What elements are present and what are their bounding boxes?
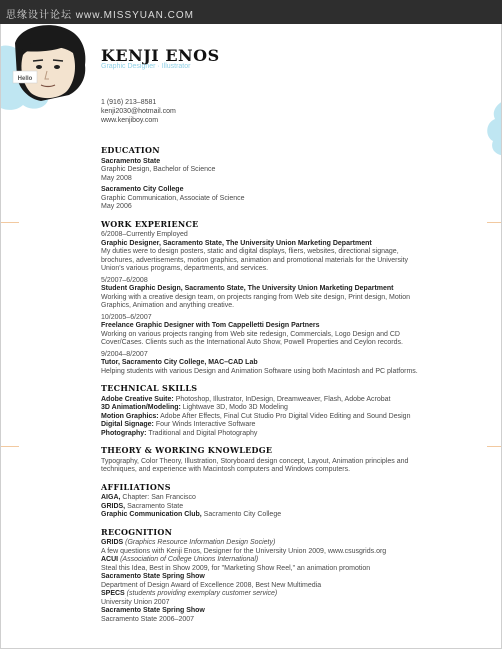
skill-value: Adobe After Effects, Final Cut Studio Pro Digital Video Editing and Sound Design [158, 412, 411, 420]
skill-label: Adobe Creative Suite: [101, 395, 174, 403]
experience-item [101, 231, 431, 274]
affiliation-value: Chapter: San Francisco [120, 494, 196, 501]
award-label: Sacramento State Spring Show [101, 573, 205, 580]
website-link[interactable]: www.kenjiboy.com [101, 117, 159, 124]
section-heading: THEORY & WORKING KNOWLEDGE [101, 445, 273, 455]
experience-section [101, 220, 431, 377]
margin-tick [1, 222, 19, 223]
degree-field: Graphic Communication, Associate of Science [101, 194, 245, 202]
education-item [101, 158, 431, 184]
job-role: Freelance Graphic Designer with Tom Cappelletti Design Partners [101, 322, 320, 329]
skill-label: 3D Animation/Modeling: [101, 404, 181, 411]
job-description: My duties were to design posters, static and digital displays, fliers, websites, directional signage, brochures, advertisements, motion graphics, animation and promotional materials for the University Union's various programs, departments, and services. [101, 248, 408, 272]
award-description: A few questions with Kenji Enos, Designer for the University Union 2009, www.csusgrids.org [101, 547, 387, 555]
skills-section [101, 384, 431, 438]
skill-row [101, 430, 431, 439]
skill-row [101, 396, 431, 405]
award-note: (Association of College Unions International) [118, 556, 259, 563]
section-heading: TECHNICAL SKILLS [101, 383, 198, 393]
degree-date: May 2008 [101, 174, 132, 182]
margin-tick [1, 446, 19, 447]
job-subtitle: Graphic Designer · Illustrator [101, 63, 191, 70]
award-note: (students providing exemplary customer service) [124, 590, 278, 597]
affiliations-section [101, 483, 431, 520]
skill-value: Traditional and Digital Photography [146, 429, 258, 437]
margin-tick [487, 222, 501, 223]
job-description: Working on various projects ranging from Web site redesign, Commercials, Logo Design and CD Cover/Cases. Clients such as the International Auto Show, Powell Properties and Ceylon records. [101, 330, 403, 346]
avatar-illustration [1, 21, 93, 107]
experience-item [101, 314, 431, 348]
award-label: GRIDS [101, 539, 124, 546]
recognition-section [101, 528, 431, 625]
cloud-decoration-right [483, 99, 502, 157]
job-role: Graphic Designer, Sacramento State, The University Union Marketing Department [101, 239, 372, 247]
recognition-item [101, 539, 431, 556]
affiliation-value: Sacramento City College [201, 511, 282, 518]
experience-item [101, 277, 431, 311]
skill-label: Motion Graphics: [101, 412, 159, 420]
experience-item [101, 351, 431, 377]
theory-section [101, 446, 431, 475]
email-link[interactable]: kenji2030@hotmail.com [101, 108, 176, 115]
education-section [101, 146, 431, 212]
section-heading: AFFILIATIONS [101, 481, 171, 492]
affiliation-row [101, 503, 431, 512]
skill-row [101, 413, 431, 422]
school-name: Sacramento State [101, 157, 161, 165]
degree-field: Graphic Design, Bachelor of Science [101, 166, 216, 173]
affiliation-row [101, 494, 431, 503]
resume-content [101, 146, 431, 632]
watermark-text: 思缘设计论坛 www.MISSYUAN.COM [6, 10, 195, 21]
degree-date: May 2006 [101, 203, 132, 210]
recognition-item [101, 573, 431, 590]
theory-text: Typography, Color Theory, Illustration, Storyboard design concept, Layout, Animation principles and techniques, and experience with Macintosh computers and Windows computers. [101, 457, 409, 473]
section-heading: WORK EXPERIENCE [101, 218, 199, 229]
affiliation-label: AIGA, [101, 494, 121, 501]
contact-block [101, 98, 176, 125]
recognition-item [101, 556, 431, 573]
recognition-item [101, 607, 431, 624]
skill-row [101, 404, 431, 413]
skill-value: Photoshop, Illustrator, InDesign, Dreamweaver, Flash, Adobe Acrobat [173, 395, 391, 403]
award-label: Sacramento State Spring Show [101, 607, 205, 614]
skill-value: Four Winds Interactive Software [153, 421, 256, 428]
hello-tag: Hello [17, 76, 33, 82]
education-item [101, 186, 431, 212]
job-date: 5/2007–6/2008 [101, 276, 148, 284]
award-description: Sacramento State 2006–2007 [101, 615, 195, 623]
watermark-bar [0, 0, 502, 24]
job-date: 10/2005–6/2007 [101, 313, 152, 321]
job-role: Student Graphic Design, Sacramento State, The University Union Marketing Department [101, 285, 394, 292]
award-description: Steal this Idea, Best in Show 2009, for "Marketing Show Reel," an animation promotion [101, 564, 371, 572]
skill-row [101, 421, 431, 430]
award-description: University Union 2007 [101, 598, 170, 606]
section-heading: EDUCATION [101, 145, 160, 155]
phone-number: 1 (916) 213–8581 [101, 99, 157, 106]
award-description: Department of Design Award of Excellence 2008, Best New Multimedia [101, 581, 322, 589]
award-label: SPECS [101, 590, 125, 597]
affiliation-row [101, 511, 431, 520]
affiliation-value: Sacramento State [125, 502, 184, 510]
job-date: 6/2008–Currently Employed [101, 231, 188, 238]
job-role: Tutor, Sacramento City College, MAC–CAD Lab [101, 359, 258, 366]
affiliation-label: GRIDS, [101, 502, 126, 510]
skill-value: Lightwave 3D, Modo 3D Modeling [180, 404, 288, 411]
margin-tick [487, 446, 501, 447]
job-description: Working with a creative design team, on projects ranging from Web site design, Print design, Motion Graphics, Animation and anything creative. [101, 293, 411, 309]
skill-label: Digital Signage: [101, 421, 154, 428]
job-description: Helping students with various Design and Animation Software using both Macintosh and PC platforms. [101, 367, 418, 375]
award-note: (Graphics Resource Information Design Society) [123, 539, 276, 546]
recognition-item [101, 590, 431, 607]
job-date: 9/2004–8/2007 [101, 350, 148, 358]
award-label: ACUI [101, 556, 119, 563]
skill-label: Photography: [101, 429, 147, 437]
section-heading: RECOGNITION [101, 526, 173, 537]
page-title: KENJI ENOS [101, 46, 220, 65]
school-name: Sacramento City College [101, 186, 184, 193]
affiliation-label: Graphic Communication Club, [101, 511, 202, 518]
